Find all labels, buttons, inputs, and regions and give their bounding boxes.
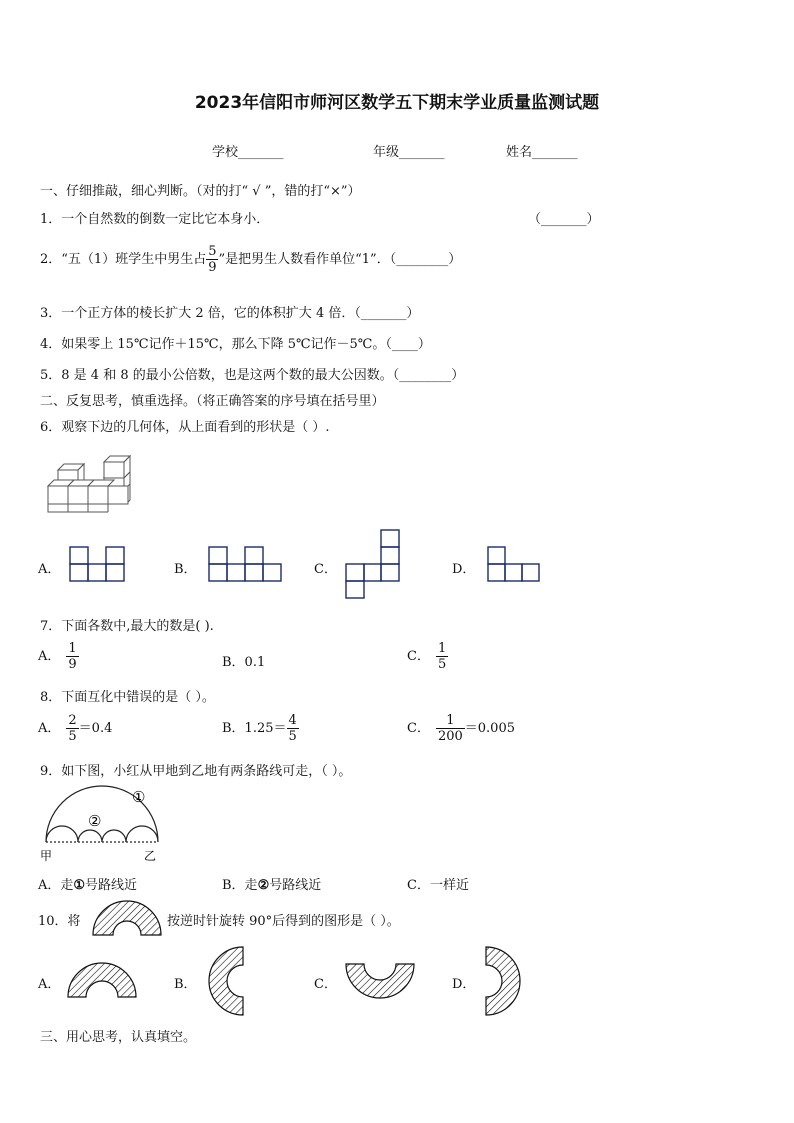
fraction-2-5 bbox=[66, 713, 78, 744]
question-10-before: 10．将 bbox=[38, 914, 81, 929]
fraction-5-9 bbox=[206, 244, 218, 275]
q10-option-b-label[interactable]: B． bbox=[174, 977, 197, 992]
q10-option-c-figure[interactable] bbox=[344, 962, 416, 1002]
q10-option-a-label[interactable]: A． bbox=[38, 977, 61, 992]
section2-heading: 二、反复思考，慎重选择。（将正确答案的序号填在括号里） bbox=[40, 394, 385, 409]
fraction-numerator: 5 bbox=[208, 244, 217, 259]
q9-option-b[interactable] bbox=[222, 874, 321, 893]
q7-option-c[interactable] bbox=[407, 641, 448, 672]
q8-option-c-after: ＝0.005 bbox=[464, 721, 515, 736]
name-field[interactable]: 姓名_______ bbox=[506, 145, 578, 160]
question-2 bbox=[40, 244, 461, 275]
q7-option-c-label: C． bbox=[407, 649, 430, 664]
fraction-4-5 bbox=[287, 713, 299, 744]
q8-option-c-label: C． bbox=[407, 721, 430, 736]
q10-option-c-label[interactable]: C． bbox=[314, 977, 337, 992]
question-3: 3．一个正方体的棱长扩大 2 倍，它的体积扩大 4 倍．（_______） bbox=[40, 306, 420, 321]
page-title: 2023年信阳市师河区数学五下期末学业质量监测试题 bbox=[194, 93, 600, 113]
q6-option-d-label[interactable]: D． bbox=[452, 562, 476, 577]
cube-solid-figure bbox=[44, 450, 139, 520]
q9-option-b-mark: ② bbox=[257, 878, 270, 893]
q10-option-b-figure[interactable] bbox=[205, 945, 245, 1017]
q9-option-a-mark: ① bbox=[73, 878, 86, 893]
q8-option-a-after: ＝0.4 bbox=[78, 721, 113, 736]
q9-option-a[interactable] bbox=[38, 874, 137, 893]
question-2-before: 2．“五（1）班学生中男生占 bbox=[40, 252, 207, 267]
q10-source-arch-figure bbox=[92, 895, 162, 937]
grade-field[interactable]: 年级_______ bbox=[373, 145, 445, 160]
fraction-numerator: 4 bbox=[288, 713, 297, 728]
fraction-denominator: 9 bbox=[68, 657, 77, 672]
question-9: 9．如下图，小红从甲地到乙地有两条路线可走，（ ）。 bbox=[40, 764, 352, 779]
q6-option-a-label[interactable]: A． bbox=[38, 562, 61, 577]
fraction-numerator: 1 bbox=[446, 713, 455, 728]
q8-option-b-before: B．1.25＝ bbox=[222, 721, 287, 736]
q6-option-b-figure[interactable] bbox=[208, 546, 282, 582]
question-1: 1．一个自然数的倒数一定比它本身小． bbox=[40, 212, 270, 227]
question-6: 6．观察下边的几何体，从上面看到的形状是（ ）. bbox=[40, 420, 330, 435]
q6-option-d-figure[interactable] bbox=[487, 546, 541, 582]
q10-option-d-label[interactable]: D． bbox=[452, 977, 476, 992]
school-field[interactable]: 学校_______ bbox=[212, 145, 284, 160]
fraction-denominator: 5 bbox=[288, 729, 297, 744]
q6-option-b-label[interactable]: B． bbox=[174, 562, 197, 577]
end-point-label: 乙 bbox=[144, 849, 157, 863]
q8-option-a[interactable] bbox=[38, 713, 112, 744]
q8-option-a-label: A． bbox=[38, 721, 61, 736]
fraction-numerator: 1 bbox=[437, 641, 447, 656]
q6-option-c-figure[interactable] bbox=[345, 529, 401, 599]
fraction-denominator: 5 bbox=[68, 729, 77, 744]
question-5: 5．8 是 4 和 8 的最小公倍数，也是这两个数的最大公因数。（________） bbox=[40, 368, 465, 383]
section3-heading: 三、用心思考，认真填空。 bbox=[40, 1030, 197, 1045]
route-diagram bbox=[40, 784, 165, 864]
question-4: 4．如果零上 15℃记作＋15℃，那么下降 5℃记作－5℃。（____） bbox=[40, 337, 431, 352]
q9-option-b-after: 号路线近 bbox=[269, 878, 322, 893]
q9-option-c[interactable]: C．一样近 bbox=[407, 878, 469, 893]
q10-option-d-figure[interactable] bbox=[484, 945, 524, 1017]
route-2-label: ② bbox=[88, 812, 102, 830]
q6-option-c-label[interactable]: C． bbox=[314, 562, 337, 577]
q9-option-a-after: 号路线近 bbox=[85, 878, 138, 893]
q9-option-b-before: B．走 bbox=[222, 878, 258, 893]
fraction-1-200 bbox=[436, 713, 465, 744]
fraction-denominator: 9 bbox=[208, 260, 217, 275]
question-2-after: ”是把男生人数看作单位“1”．（________） bbox=[218, 252, 462, 267]
fraction-denominator: 200 bbox=[437, 729, 463, 744]
q8-option-c[interactable] bbox=[407, 713, 515, 744]
q9-option-a-before: A．走 bbox=[38, 878, 74, 893]
q6-option-a-figure[interactable] bbox=[69, 546, 125, 582]
fraction-numerator: 1 bbox=[68, 641, 77, 656]
q10-option-a-figure[interactable] bbox=[66, 959, 138, 999]
q8-option-b[interactable] bbox=[222, 713, 299, 744]
question-7: 7．下面各数中,最大的数是( ). bbox=[40, 619, 214, 634]
q7-option-a-label: A． bbox=[38, 649, 61, 664]
fraction-1-5 bbox=[436, 641, 448, 672]
q7-option-b[interactable]: B．0.1 bbox=[222, 655, 266, 670]
section1-heading: 一、仔细推敲，细心判断。（对的打“ √ ”，错的打“×”） bbox=[40, 184, 361, 199]
start-point-label: 甲 bbox=[40, 849, 53, 863]
fraction-1-9 bbox=[66, 641, 78, 672]
route-1-label: ① bbox=[132, 788, 146, 806]
fraction-denominator: 5 bbox=[437, 657, 447, 672]
fraction-numerator: 2 bbox=[68, 713, 77, 728]
question-8: 8．下面互化中错误的是（ ）。 bbox=[40, 690, 215, 705]
question-10-after: 按逆时针旋转 90°后得到的图形是（ ）。 bbox=[167, 914, 400, 929]
answer-blank-1[interactable]: （_______） bbox=[528, 212, 600, 227]
q7-option-a[interactable] bbox=[38, 641, 79, 672]
